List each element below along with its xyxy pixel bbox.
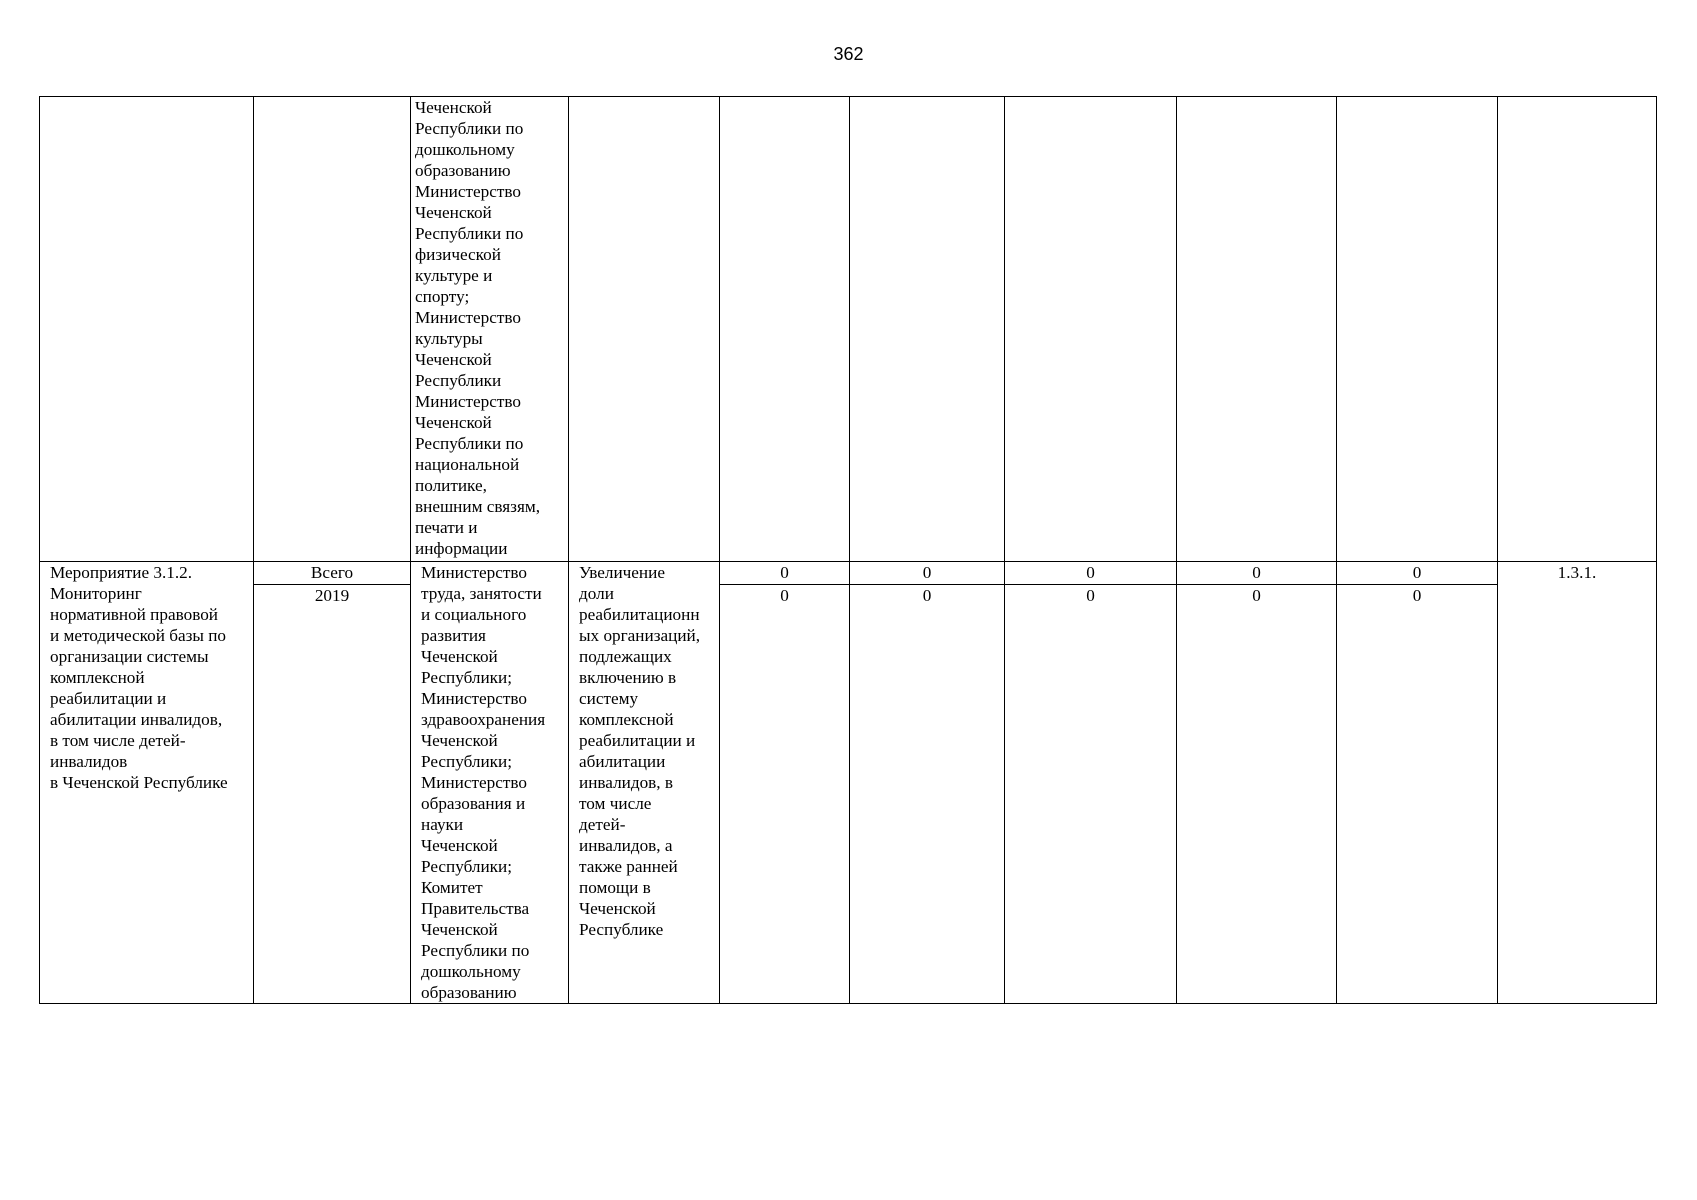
table-row-measure-year xyxy=(40,584,1657,1004)
cell-year-value: 0 xyxy=(720,584,850,1004)
cell-value-empty xyxy=(850,97,1005,562)
table-row-continuation xyxy=(40,97,1657,562)
cell-total-value: 0 xyxy=(1177,562,1337,585)
cell-indicator-empty xyxy=(1498,97,1657,562)
cell-measure-result: Увеличение доли реабилитационн ых организаций, подлежащих включению в систему комплексной реабилитации и абилитации инвалидов, в том числе детей- инвалидов, а также ранней помощи в Чеченской Республике xyxy=(569,562,720,1004)
cell-period-total: Всего xyxy=(254,562,411,585)
cell-total-value: 0 xyxy=(850,562,1005,585)
cell-year-value: 0 xyxy=(1337,584,1498,1004)
cell-total-value: 0 xyxy=(1005,562,1177,585)
cell-indicator: 1.3.1. xyxy=(1498,562,1657,1004)
cell-period-empty xyxy=(254,97,411,562)
cell-total-value: 0 xyxy=(720,562,850,585)
cell-result-empty xyxy=(569,97,720,562)
page-number: 362 xyxy=(833,44,864,64)
cell-year-value: 0 xyxy=(850,584,1005,1004)
cell-value-empty xyxy=(1337,97,1498,562)
cell-measure-executors: Министерство труда, занятости и социального развития Чеченской Республики; Министерство здравоохранения Чеченской Республики; Министерство образования и науки Чеченской Республики; Комитет Правительства Чеченской Республики по дошкольному образованию xyxy=(411,562,569,1004)
cell-measure-name: Мероприятие 3.1.2. Мониторинг нормативной правовой и методической базы по организации системы комплексной реабилитации и абилитации инвалидов, в том числе детей- инвалидов в Чеченской Республике xyxy=(40,562,254,1004)
program-table xyxy=(39,96,1657,1004)
cell-period-year: 2019 xyxy=(254,584,411,1004)
table-row-measure-total xyxy=(40,562,1657,585)
cell-value-empty xyxy=(720,97,850,562)
cell-value-empty xyxy=(1177,97,1337,562)
cell-name-empty xyxy=(40,97,254,562)
cell-year-value: 0 xyxy=(1177,584,1337,1004)
cell-year-value: 0 xyxy=(1005,584,1177,1004)
cell-value-empty xyxy=(1005,97,1177,562)
cell-executors-continued: Чеченской Республики по дошкольному образованию Министерство Чеченской Республики по физической культуре и спорту; Министерство культуры Чеченской Республики Министерство Чеченской Республики по национальной политике, внешним связям, печати и информации xyxy=(411,97,569,562)
cell-total-value: 0 xyxy=(1337,562,1498,585)
